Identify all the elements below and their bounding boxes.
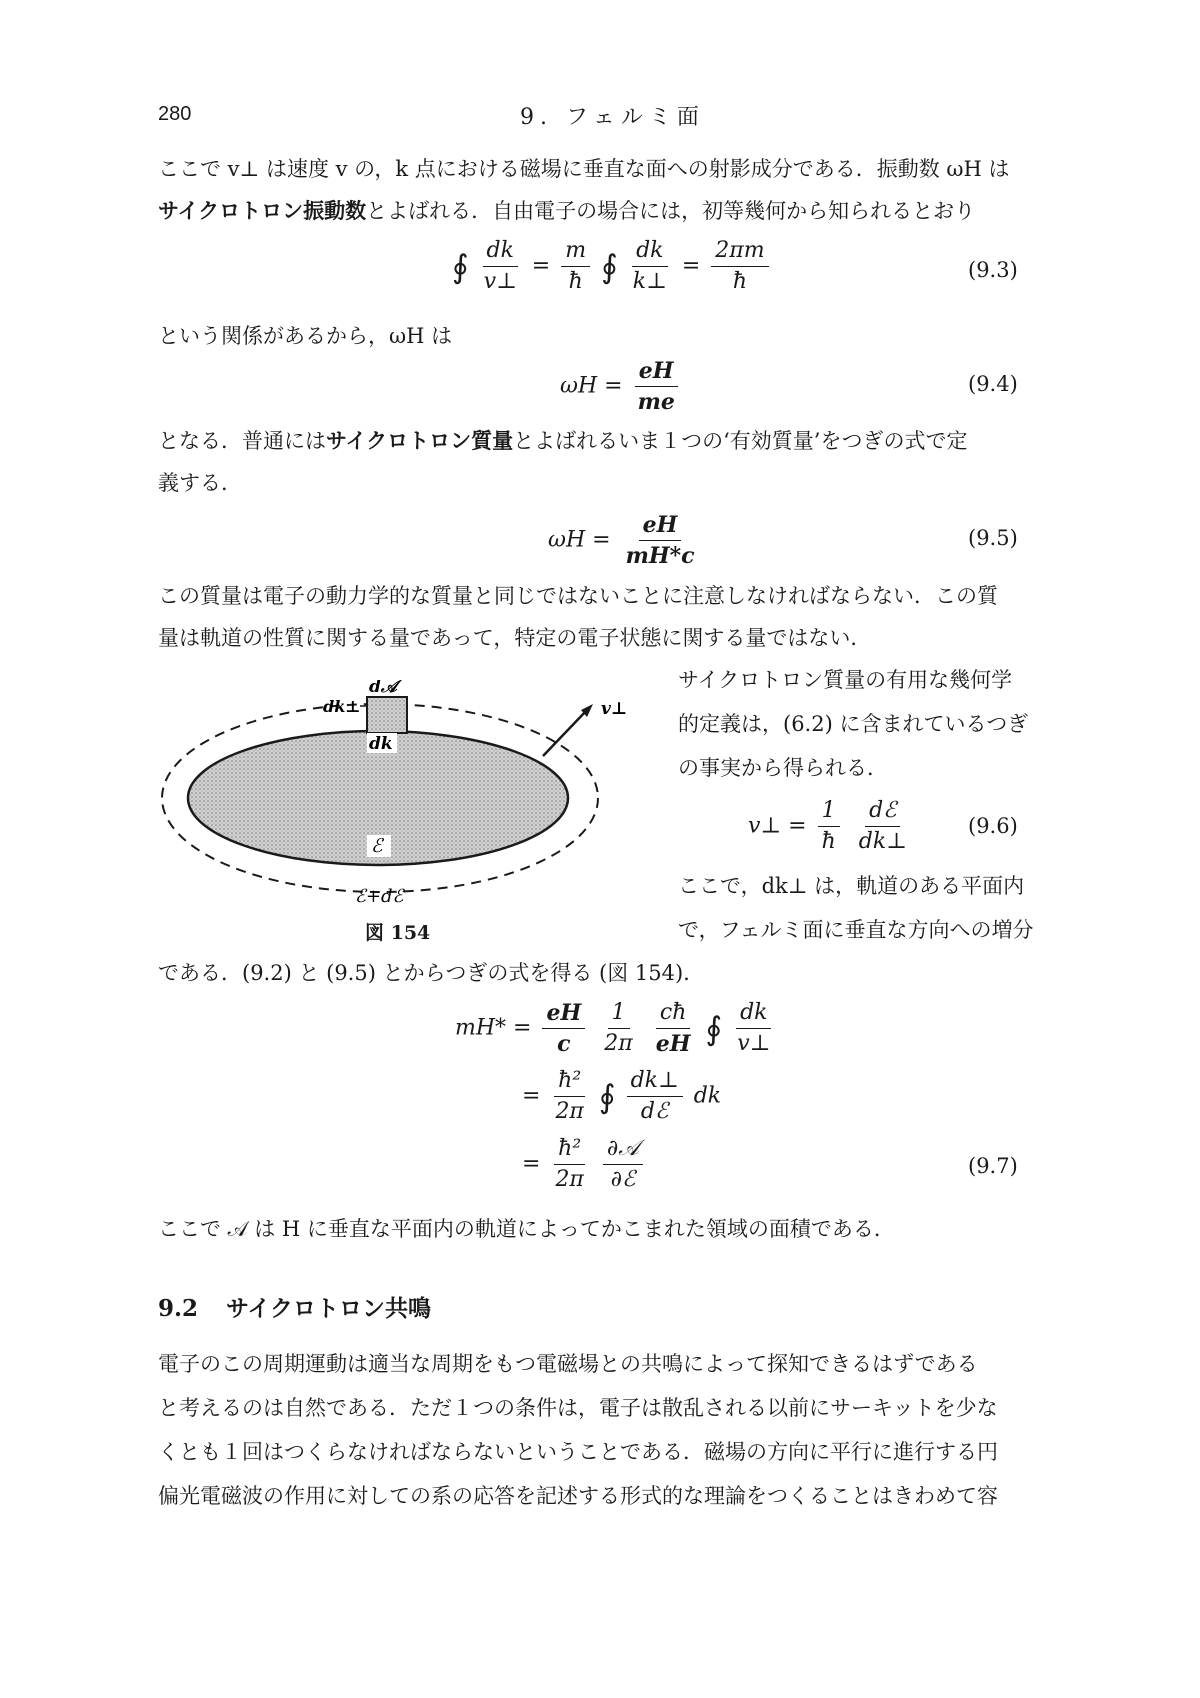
paragraph-1 <box>158 148 1070 232</box>
contour-integral-symbol: ∮ <box>598 1077 616 1116</box>
equation-number: (9.7) <box>968 1154 1018 1178</box>
equals: = <box>522 1083 541 1109</box>
fraction: $\frac{2\pi m}{ħ}$ <box>711 238 768 295</box>
fraction: $\frac{dk\perp}{\text{dℰ}}$ <box>627 1068 683 1125</box>
fraction: $\frac{1}{2\pi}$ <box>604 1000 633 1056</box>
paragraph-line: 義する． <box>158 471 242 495</box>
label-E: ℰ <box>371 835 383 857</box>
equation-9-7-row-2 <box>522 1068 721 1125</box>
paragraph-2: という関係があるから，ωH は <box>158 324 453 348</box>
paragraph-text: となる．普通には <box>158 429 326 453</box>
fraction: $\frac{\text{ħ²}}{2\pi}$ <box>555 1136 584 1192</box>
paragraph-line: 偏光電磁波の作用に対しての系の応答を記述する形式的な理論をつくることはきわめて容 <box>158 1484 998 1508</box>
paragraph-line: 量は軌道の性質に関する量であって，特定の電子状態に関する量ではない． <box>158 626 872 650</box>
section-title: サイクロトロン共鳴 <box>226 1295 431 1322</box>
paragraph-line: ここで v⊥ は速度 v の，k 点における磁場に垂直な面への射影成分である．振動数 ωH は <box>158 157 1010 181</box>
fraction: $\frac{dk}{v\perp}$ <box>483 238 517 294</box>
equation-number: (9.6) <box>968 814 1018 838</box>
fraction: $\frac{cħ}{eH}$ <box>655 1000 691 1057</box>
contour-integral-symbol: ∮ <box>705 1009 723 1048</box>
equals: = <box>592 527 611 553</box>
paragraph-line: の事実から得られる． <box>678 756 888 780</box>
paragraph-line: ここで，dk⊥ は，軌道のある平面内 <box>678 874 1025 898</box>
paragraph-line <box>158 420 1070 462</box>
paragraph-6: ここで 𝒜 は H に垂直な平面内の軌道によってかこまれた領域の面積である． <box>158 1217 895 1241</box>
paragraph-line: で，フェルミ面に垂直な方向への増分 <box>678 918 1034 942</box>
lhs: v⊥ <box>748 813 782 839</box>
label-dk-perp: dk⊥ <box>323 697 361 716</box>
paragraph-5: である．(9.2) と (9.5) とからつぎの式を得る (図 154)． <box>158 961 705 985</box>
page-number: 280 <box>158 103 192 125</box>
fraction: $\frac{dk}{k\perp}$ <box>632 238 667 294</box>
contour-integral-symbol: ∮ <box>601 247 618 286</box>
equals: = <box>681 253 701 279</box>
label-E-plus-dE: ℰ+dℰ <box>355 886 404 907</box>
equation-9-4 <box>560 358 683 415</box>
lhs: ωH <box>548 527 586 553</box>
bold-term: サイクロトロン質量 <box>326 428 514 453</box>
fraction: $\frac{eH}{c}$ <box>542 1000 585 1057</box>
contour-integral-symbol: ∮ <box>452 247 469 286</box>
section-number: 9.2 <box>158 1295 199 1322</box>
equation-9-5 <box>548 512 703 569</box>
fraction: $\frac{\text{dℰ}}{dk\perp}$ <box>858 798 907 854</box>
label-dk: dk <box>369 734 393 754</box>
paragraph-text: とよばれるいま１つの‘有効質量’をつぎの式で定 <box>513 429 968 453</box>
paragraph-line: くとも１回はつくらなければならないということである．磁場の方向に平行に進行する円 <box>158 1440 998 1464</box>
paragraph-line <box>158 190 1070 232</box>
paragraph-4 <box>158 575 1070 659</box>
fraction: $\frac{eH}{mH*c}$ <box>625 512 695 569</box>
lhs: ωH <box>560 373 598 399</box>
fraction: $\frac{1}{ħ}$ <box>818 798 840 855</box>
equals: = <box>604 373 623 399</box>
equation-number: (9.3) <box>968 258 1018 282</box>
equation-9-7-row-3 <box>522 1136 647 1193</box>
paragraph-line: 的定義は，(6.2) に含まれているつぎ <box>678 712 1029 736</box>
figure-caption: 図 154 <box>365 922 431 944</box>
paragraph-7 <box>158 1342 1070 1518</box>
side-text-upper <box>678 658 1070 790</box>
area-element-box <box>367 697 407 733</box>
label-dA: d𝒜 <box>369 680 397 697</box>
fraction: $\frac{m}{ħ}$ <box>561 238 590 295</box>
paragraph-line: と考えるのは自然である．ただ１つの条件は，電子は散乱される以前にサーキットを少な <box>158 1396 998 1420</box>
paragraph-3 <box>158 420 1070 504</box>
section-heading <box>158 1290 431 1323</box>
equation-9-6 <box>748 798 915 855</box>
bold-term: サイクロトロン振動数 <box>158 198 367 223</box>
label-v-perp: v⊥ <box>601 699 628 719</box>
paragraph-line: サイクロトロン質量の有用な幾何学 <box>678 668 1013 692</box>
fraction: $\frac{eH}{me}$ <box>634 358 679 415</box>
equation-number: (9.5) <box>968 526 1018 550</box>
differential: dk <box>693 1083 722 1109</box>
paragraph-line: この質量は電子の動力学的な質量と同じではないことに注意しなければならない．この質 <box>158 584 998 608</box>
paragraph-text: とよばれる．自由電子の場合には，初等幾何から知られるとおり <box>366 199 976 223</box>
fraction: $\frac{dk}{v\perp}$ <box>737 1000 771 1056</box>
paragraph-line: 電子のこの周期運動は適当な周期をもつ電磁場との共鳴によって探知できるはずである <box>158 1352 978 1376</box>
side-text-lower <box>678 864 1070 952</box>
fraction: $\frac{\text{∂𝒜}}{\text{∂ℰ}}$ <box>603 1136 643 1193</box>
lhs: mH* = <box>455 1015 532 1041</box>
equation-9-7-row-1 <box>455 1000 778 1057</box>
figure-154 <box>155 680 665 910</box>
equation-9-3 <box>452 238 773 295</box>
equation-number: (9.4) <box>968 372 1018 396</box>
fraction: $\frac{\text{ħ²}}{2\pi}$ <box>555 1068 584 1124</box>
running-head: 9. フェルミ面 <box>520 105 705 130</box>
equals: = <box>522 1151 541 1177</box>
equals: = <box>788 813 807 839</box>
equals: = <box>531 253 551 279</box>
